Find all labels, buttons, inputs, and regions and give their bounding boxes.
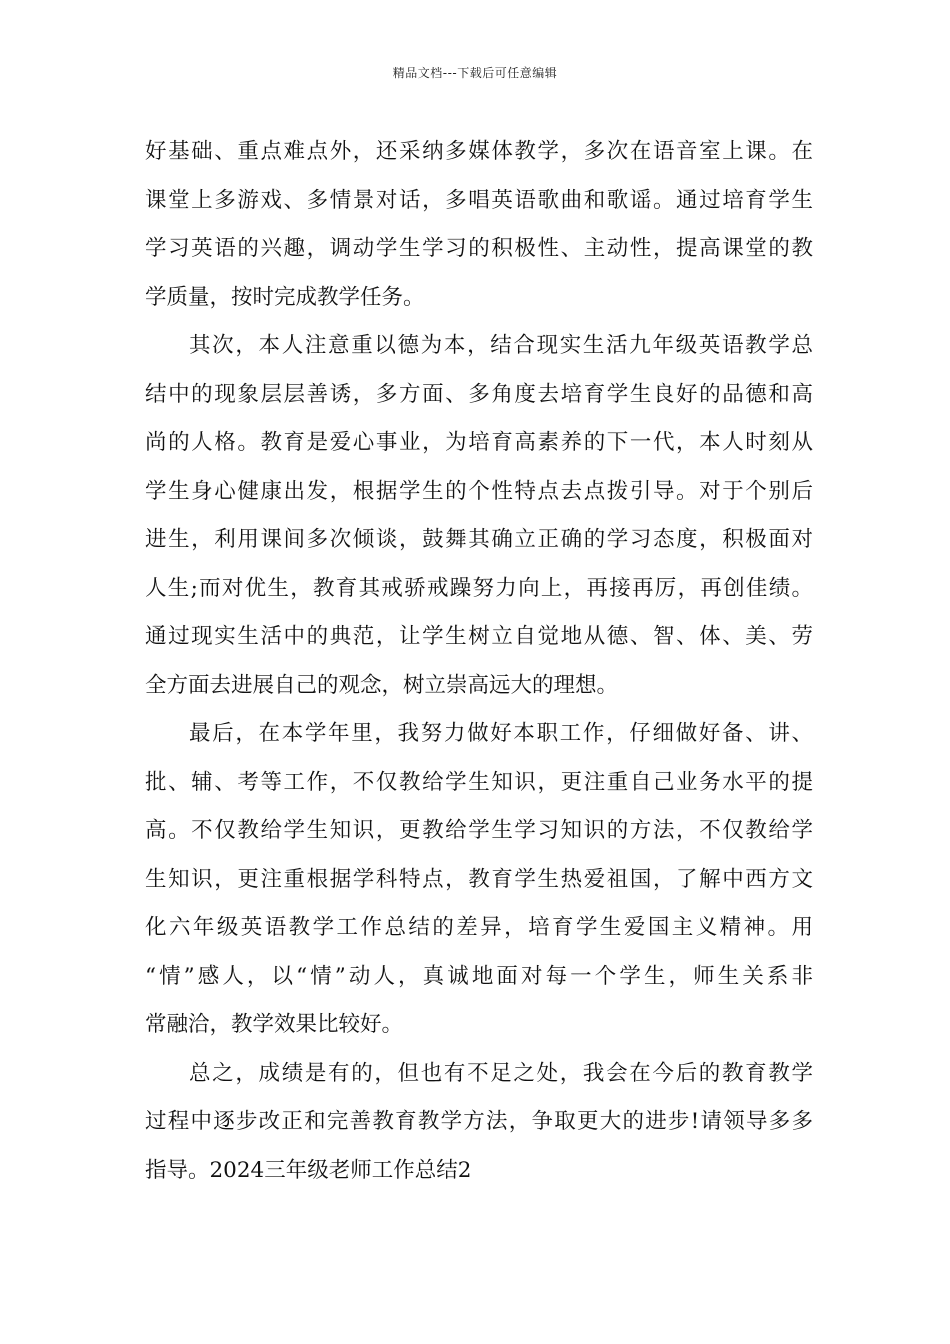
text-line: 通过现实生活中的典范，让学生树立自觉地从德、智、体、美、劳 [145,624,813,649]
page-header: 精品文档---下载后可任意编辑 [392,66,558,80]
text-line: 人生;而对优生，教育其戒骄戒躁努力向上，再接再厉，再创佳绩。 [145,575,813,601]
text-line: 尚的人格。教育是爱心事业，为培育高素养的下一代，本人时刻从 [145,430,813,455]
text-line: 生知识，更注重根据学科特点，教育学生热爱祖国，了解中西方文 [145,866,813,892]
text-line: 常融洽，教学效果比较好。 [145,1012,404,1037]
text-line: 化六年级英语教学工作总结的差异，培育学生爱国主义精神。用 [145,915,813,940]
text-line: 课堂上多游戏、多情景对话，多唱英语歌曲和歌谣。通过培育学生 [145,187,813,213]
text-line: 好基础、重点难点外，还采纳多媒体教学，多次在语音室上课。在 [145,139,813,164]
text-line: 批、辅、考等工作，不仅教给学生知识，更注重自己业务水平的提 [145,769,813,795]
text-line: 学质量，按时完成教学任务。 [145,284,425,310]
text-line: 学生身心健康出发，根据学生的个性特点去点拨引导。对于个别后 [145,478,813,504]
body-text [145,128,813,1195]
text-line: 总之，成绩是有的，但也有不足之处，我会在今后的教育教学 [189,1060,813,1086]
text-line: 过程中逐步改正和完善教育教学方法，争取更大的进步!请领导多多 [145,1109,813,1134]
text-line: 学习英语的兴趣，调动学生学习的积极性、主动性，提高课堂的教 [145,236,813,261]
text-line: 高。不仅教给学生知识，更教给学生学习知识的方法，不仅教给学 [145,818,813,843]
text-line: 结中的现象层层善诱，多方面、多角度去培育学生良好的品德和高 [145,381,813,407]
text-line: 最后，在本学年里，我努力做好本职工作，仔细做好备、讲、 [189,721,813,746]
text-line: 指导。2024三年级老师工作总结2 [145,1157,472,1183]
text-line: 其次，本人注意重以德为本，结合现实生活九年级英语教学总 [189,333,813,358]
text-line: “情”感人，以“情”动人，真诚地面对每一个学生，师生关系非 [145,963,813,989]
text-line: 进生，利用课间多次倾谈，鼓舞其确立正确的学习态度，积极面对 [145,527,813,552]
text-line: 全方面去进展自己的观念，树立崇高远大的理想。 [145,672,619,698]
